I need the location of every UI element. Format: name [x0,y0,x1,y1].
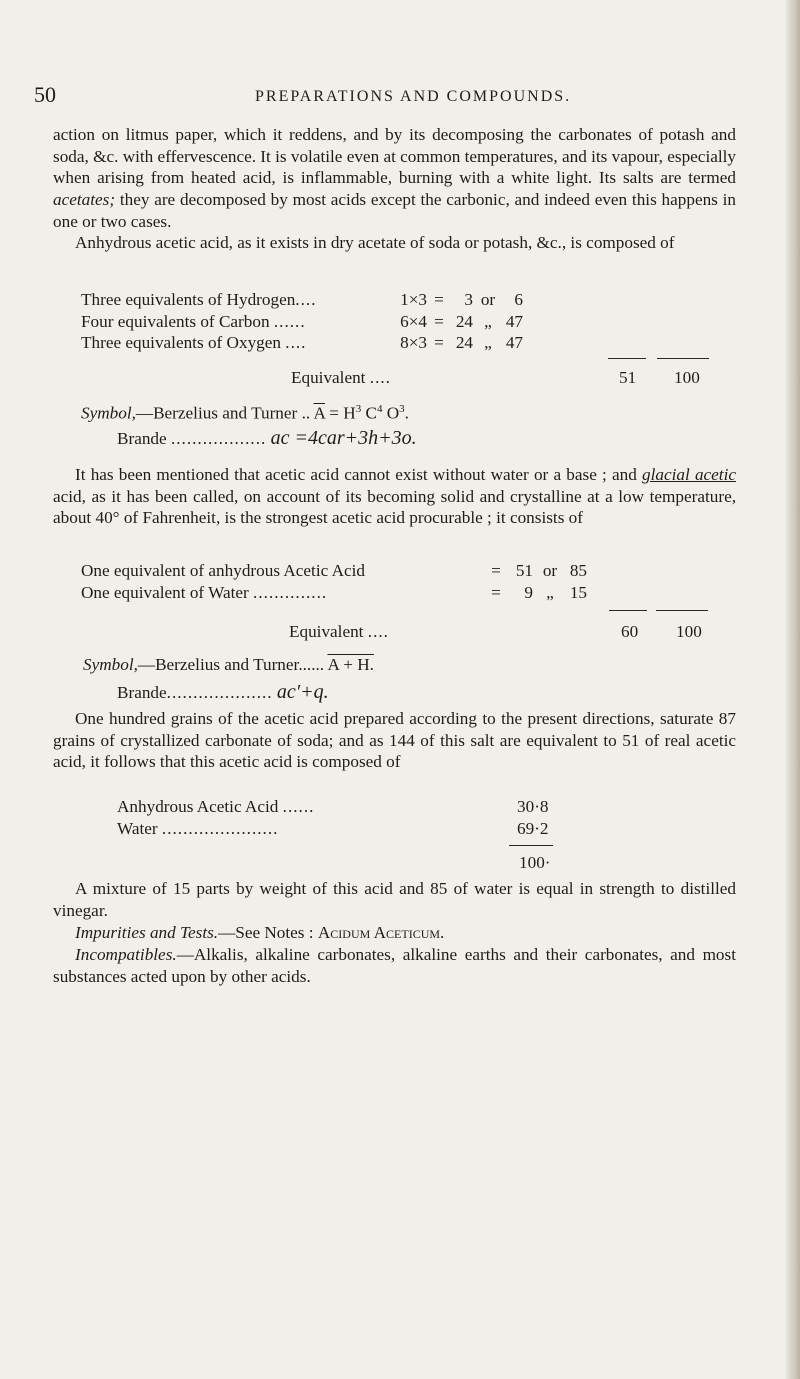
composition-table-anhydrous [81,290,523,355]
paragraph-litmus: action on litmus paper, which it reddens, and by its decomposing the carbonates of potash and soda, &c. with effervescence. It is volatile even at common temperatures, and its vapour, especially when arising from heated acid, is inflammable, burning with a white light. Its salts are termed acetates; they are decomposed by most acids except the carbonic, and indeed even this happens in one or two cases. [53,125,736,231]
table-row: One equivalent of anhydrous Acetic Acid = 51 or 85 [81,561,587,580]
symbol-line: Symbol,—Berzelius and Turner .. $\overline{A} = H^3$ $C^4$ $O^3$. [81,403,409,423]
composition-table-glacial [81,561,587,604]
equivalent-total: Equivalent .... [289,622,389,641]
sum-rule [608,358,646,359]
paragraph-incompatibles: Incompatibles.—Alkalis, alkaline carbonates, alkaline earths and their carbonates, and most substances acted upon by other acids. [53,945,736,986]
equivalent-value-1: 60 [621,622,639,641]
paragraph-mixture: A mixture of 15 parts by weight of this acid and 85 of water is equal in strength to distilled vinegar. [53,879,736,920]
running-header: PREPARATIONS AND COMPOUNDS. [255,88,572,105]
total-value: 100· [519,853,551,872]
page-edge-shadow [786,0,800,1379]
sum-rule [657,358,709,359]
brande-formula: Brande.................... ac′+q. [117,681,329,703]
table-row: Three equivalents of Oxygen .... 8×3 = 24 „ 47 [81,333,523,353]
brande-formula: Brande .................. ac =4car+3h+3o. [117,427,417,449]
paragraph-anhydrous-intro: Anhydrous acetic acid, as it exists in dry acetate of soda or potash, &c., is composed of [75,233,675,252]
paragraph-glacial: It has been mentioned that acetic acid cannot exist without water or a base ; and glacial acetic acid, as it has been called, on account of its becoming solid and crystalline at a low temperature, about 40° of Fahrenheit, is the strongest acetic acid procurable ; it consists of [53,465,736,528]
equivalent-total: Equivalent .... [291,368,391,387]
table-row: One equivalent of Water .............. = 9 „ 15 [81,582,587,602]
equivalent-value-2: 100 [676,622,702,641]
table-row: Water ...................... 69·2 [117,818,549,838]
table-row: Four equivalents of Carbon ...... 6×4 = 24 „ 47 [81,311,523,331]
paragraph-impurities: Impurities and Tests.—See Notes : Acidum Aceticum. [75,923,445,942]
page-number: 50 [34,82,56,107]
composition-table-acid [117,797,549,840]
table-row: Three equivalents of Hydrogen.... 1×3 = 3 or 6 [81,290,523,309]
paragraph-hundred-grains: One hundred grains of the acetic acid prepared according to the present directions, saturate 87 grains of crystallized carbonate of soda; and as 144 of this salt are equivalent to 51 of real acetic acid, it follows that this acetic acid is composed of [53,709,736,772]
table-row: Anhydrous Acetic Acid ...... 30·8 [117,797,549,816]
sum-rule [656,610,708,611]
equivalent-value-2: 100 [674,368,700,387]
equivalent-value-1: 51 [619,368,637,387]
sum-rule [509,845,553,846]
sum-rule [609,610,647,611]
symbol-line: Symbol,—Berzelius and Turner...... A + H. [83,655,374,674]
